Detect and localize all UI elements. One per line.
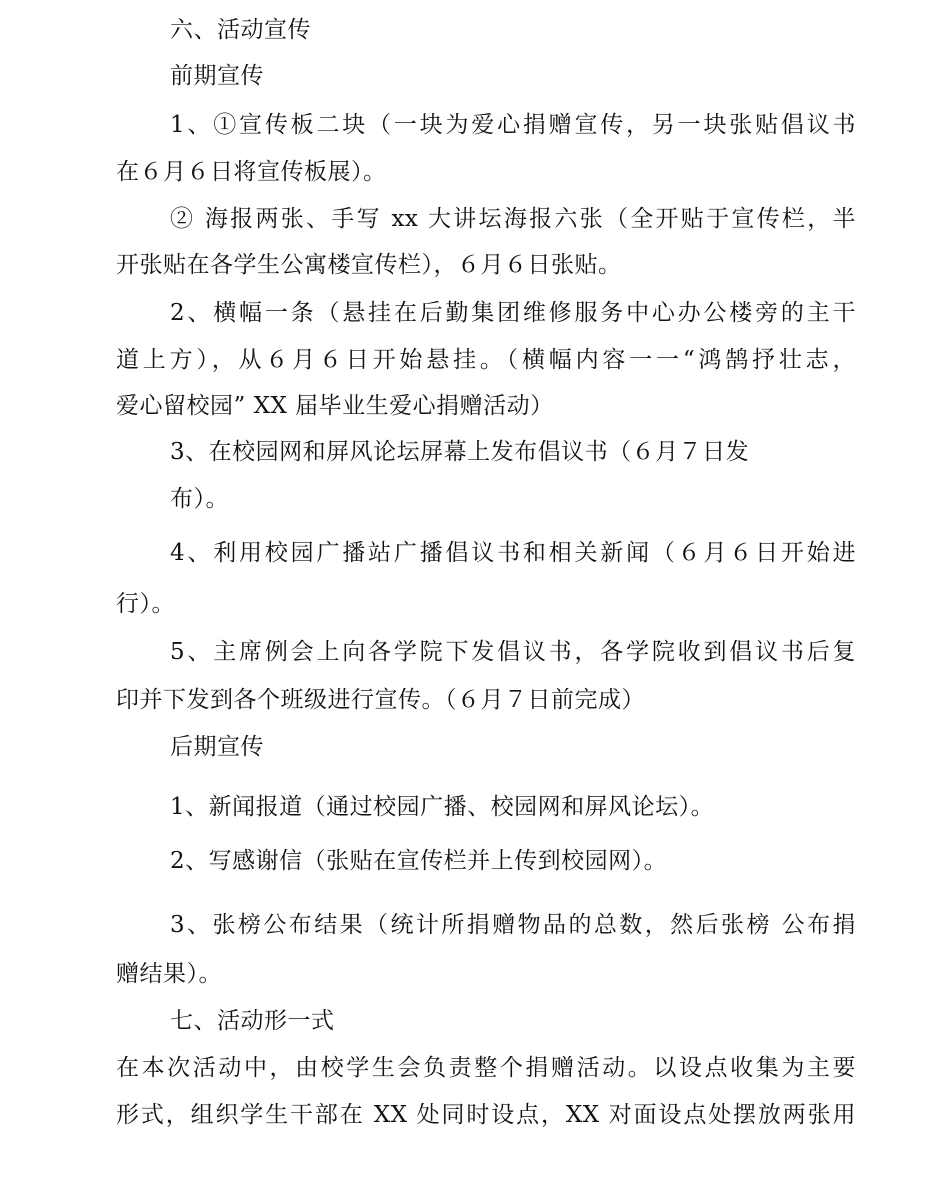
paragraph-line: 形式，组织学生干部在 XX 处同时设点，XX 对面设点处摆放两张用 [116,1102,856,1128]
paragraph-line: 布）。 [170,486,229,512]
paragraph-line: 2、写感谢信（张贴在宣传栏并上传到校园网）。 [170,848,668,874]
paragraph-line: 1、新闻报道（通过校园广播、校园网和屏风论坛）。 [170,794,715,820]
paragraph-line: 印并下发到各个班级进行宣传。（６月７日前完成） [116,687,645,713]
subsection-heading: 前期宣传 [170,63,264,89]
paragraph-line: 3、在校园网和屏风论坛屏幕上发布倡议书（６月７日发 [170,439,750,465]
paragraph-line: 赠结果）。 [116,961,222,987]
subsection-heading: 后期宣传 [170,734,264,760]
section-heading: 七、活动形一式 [170,1008,335,1034]
paragraph-line: 行）。 [116,591,175,617]
paragraph-line: 爱心留校园” XX 届毕业生爱心捐赠活动） [116,393,554,419]
section-heading: 六、活动宣传 [170,17,311,43]
paragraph-line: 1、①宣传板二块（一块为爱心捐赠宣传，另一块张贴倡议书 [170,112,856,138]
paragraph-line: 4、利用校园广播站广播倡议书和相关新闻（６月６日开始进 [170,540,856,566]
paragraph-line: 2、横幅一条（悬挂在后勤集团维修服务中心办公楼旁的主干 [170,300,856,326]
paragraph-line: 开张贴在各学生公寓楼宣传栏），６月６日张贴。 [116,252,622,278]
paragraph-line: ② 海报两张、手写 xx 大讲坛海报六张（全开贴于宣传栏，半 [170,206,856,232]
paragraph-line: 道上方），从６月６日开始悬挂。（横幅内容一一“鸿鹄抒壮志， [116,347,856,373]
paragraph-line: 在６月６日将宣传板展）。 [116,159,387,185]
paragraph-line: 3、张榜公布结果（统计所捐赠物品的总数，然后张榜 公布捐 [170,912,856,938]
paragraph-line: 5、主席例会上向各学院下发倡议书，各学院收到倡议书后复 [170,639,856,665]
paragraph-line: 在本次活动中，由校学生会负责整个捐赠活动。以设点收集为主要 [116,1055,856,1081]
